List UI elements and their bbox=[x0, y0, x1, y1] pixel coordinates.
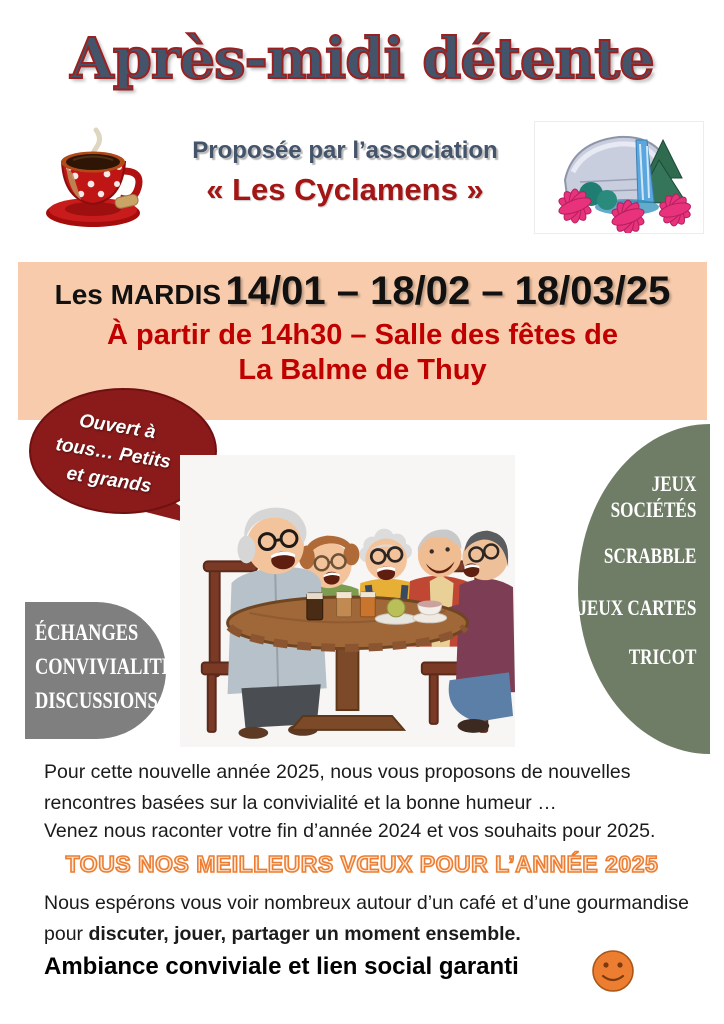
seniors-around-table-icon bbox=[180, 455, 515, 747]
page-title: Après-midi détente bbox=[70, 26, 654, 92]
value-item: DISCUSSIONS bbox=[35, 688, 158, 714]
hope-paragraph bbox=[44, 888, 689, 950]
schedule-time-location: À partir de 14h30 – Salle des fêtes de bbox=[107, 319, 618, 351]
smiley-icon bbox=[590, 948, 636, 999]
association-block bbox=[160, 137, 530, 208]
values-panel bbox=[25, 602, 175, 739]
schedule-venue: La Balme de Thuy bbox=[238, 354, 487, 386]
activities-list bbox=[545, 472, 696, 668]
cyclamens-logo bbox=[534, 121, 704, 234]
intro-paragraph bbox=[44, 757, 631, 819]
value-item: ÉCHANGES bbox=[35, 620, 139, 645]
activities-panel bbox=[578, 424, 710, 754]
activity-item: SOCIÉTÉS bbox=[610, 497, 696, 523]
footer-tagline: Ambiance conviviale et lien social garanti bbox=[44, 953, 519, 980]
invitation-paragraph: Venez nous raconter votre fin d’année 2024 et vos souhaits pour 2025. bbox=[44, 820, 656, 842]
activity-item: JEUX bbox=[651, 471, 696, 496]
bubble-line: tous… Petits bbox=[54, 434, 173, 473]
coffee-cup-icon bbox=[33, 124, 155, 232]
association-name: « Les Cyclamens » bbox=[206, 172, 484, 207]
schedule-dates: 14/01 – 18/02 – 18/03/25 bbox=[225, 269, 671, 313]
hope-bold-text: discuter, jouer, partager un moment ensemble. bbox=[88, 923, 521, 946]
intro-line: Pour cette nouvelle année 2025, nous vous proposons de nouvelles bbox=[44, 761, 631, 783]
hope-prefix: pour bbox=[44, 923, 89, 946]
bubble-line: Ouvert à bbox=[77, 410, 158, 444]
hope-line bbox=[44, 919, 689, 950]
waterfall-flowers-icon bbox=[535, 122, 703, 233]
people-illustration bbox=[180, 455, 515, 747]
schedule-dates-line bbox=[18, 262, 707, 314]
association-subtitle: Proposée par l’association bbox=[192, 137, 498, 164]
activity-item: JEUX CARTES bbox=[577, 595, 696, 621]
hope-line: Nous espérons vous voir nombreux autour d’un café et d’une gourmandise bbox=[44, 892, 689, 914]
activity-item: SCRABBLE bbox=[603, 543, 696, 569]
intro-line: rencontres basées sur la convivialité et la bonne humeur … bbox=[44, 792, 557, 815]
activity-item: TRICOT bbox=[628, 644, 696, 670]
schedule-prefix: Les MARDIS bbox=[54, 279, 222, 310]
wishes-heading: TOUS NOS MEILLEURS VŒUX POUR L’ANNÉE 2025 bbox=[65, 851, 659, 877]
value-item: CONVIVIALITÉ bbox=[35, 654, 175, 680]
bubble-line: et grands bbox=[65, 463, 153, 498]
